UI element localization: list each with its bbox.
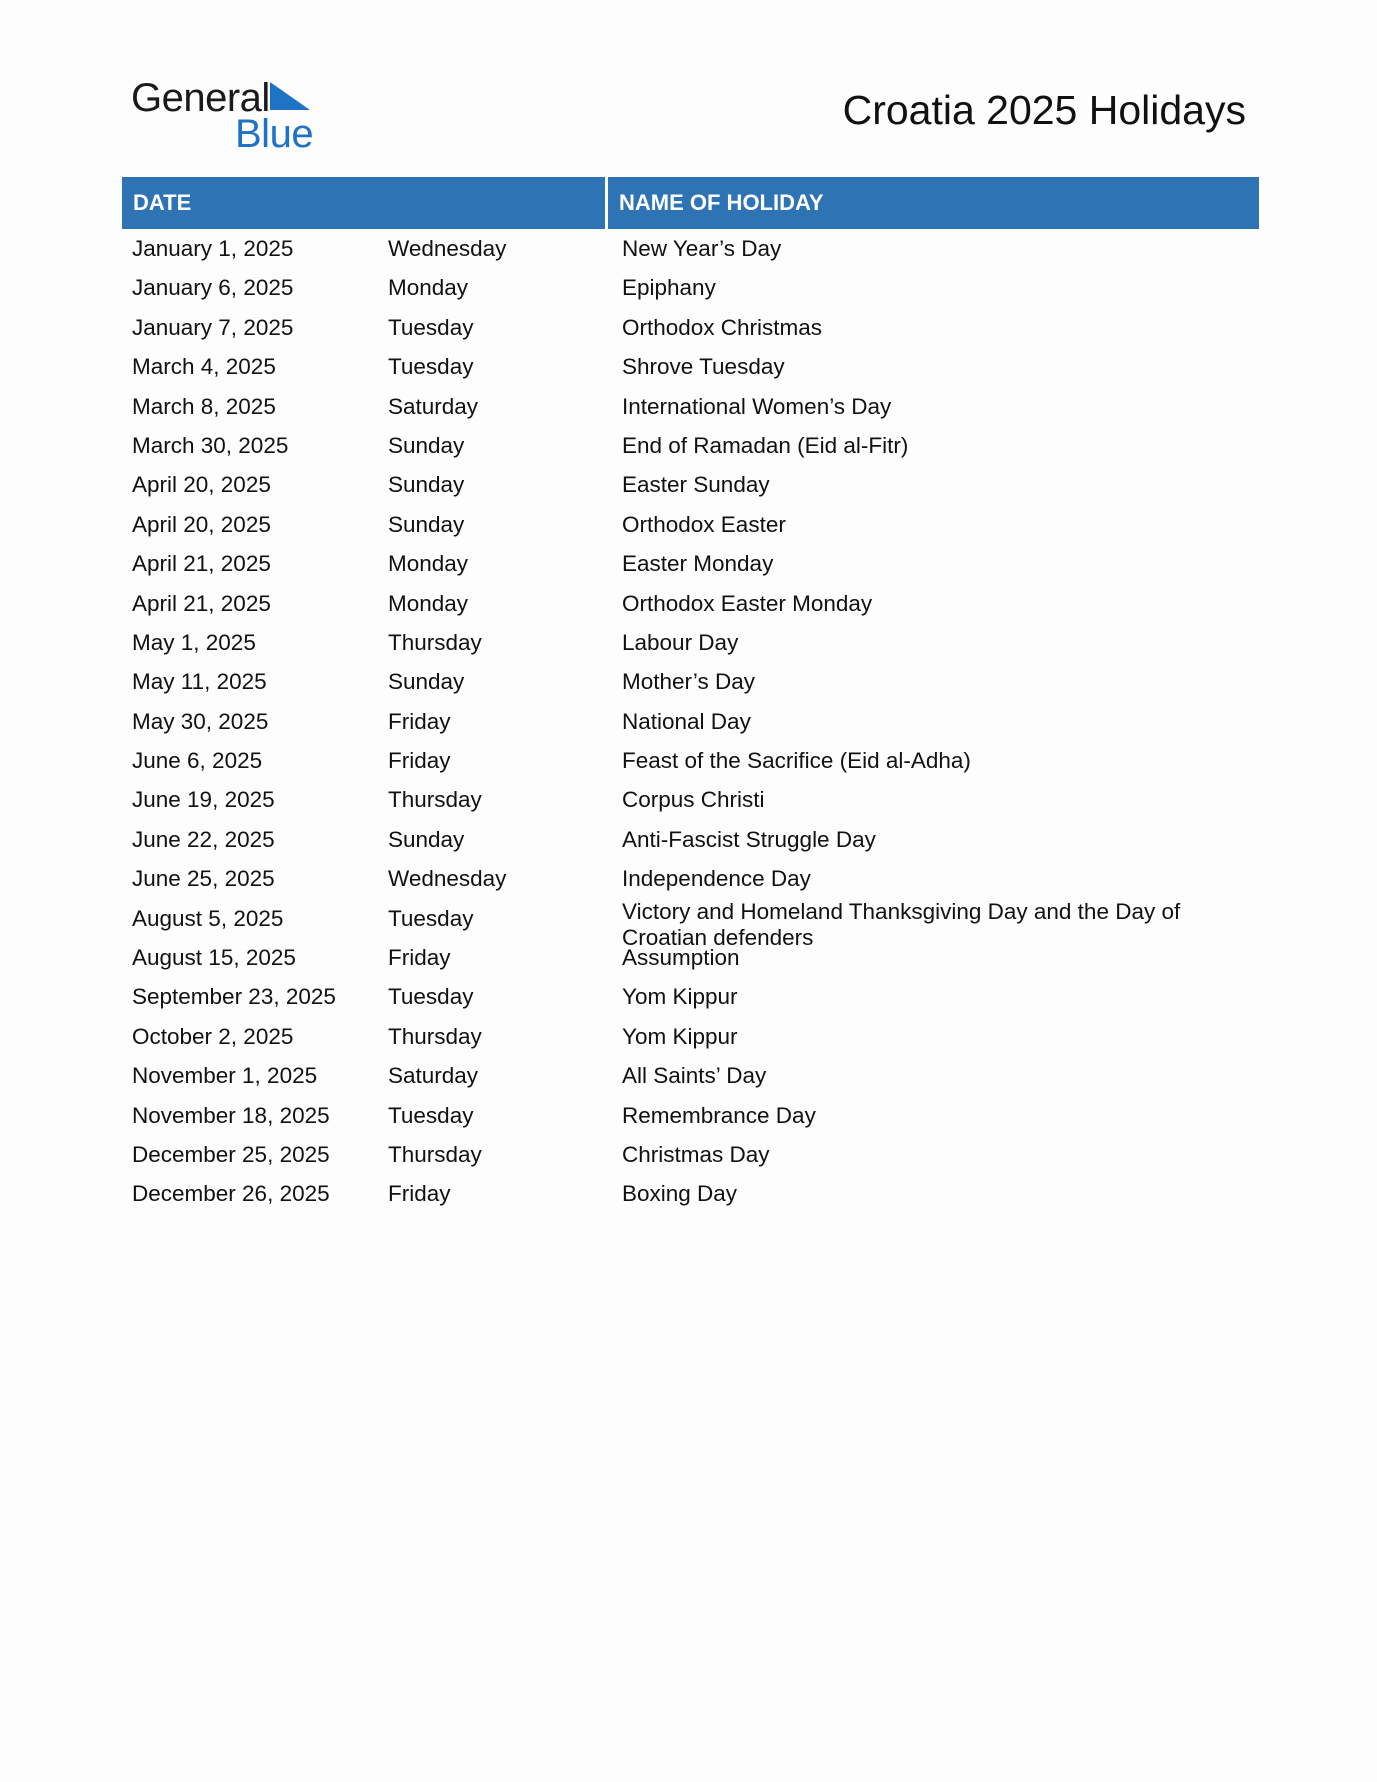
holiday-name-cell: All Saints’ Day (622, 1063, 767, 1089)
weekday-cell: Sunday (388, 826, 465, 852)
table-row (122, 347, 1259, 386)
holiday-name-cell: Christmas Day (622, 1141, 770, 1167)
weekday-cell: Monday (388, 275, 469, 301)
table-row (122, 898, 1259, 950)
holiday-name-cell: Mother’s Day (622, 669, 755, 695)
date-cell: June 19, 2025 (132, 787, 275, 813)
table-row (122, 308, 1259, 347)
table-row (122, 702, 1259, 741)
holiday-name-cell: Epiphany (622, 275, 716, 301)
weekday-cell: Friday (388, 945, 451, 971)
weekday-cell: Friday (388, 708, 451, 734)
table-row (122, 623, 1259, 662)
weekday-cell: Sunday (388, 511, 465, 537)
date-cell: June 22, 2025 (132, 826, 275, 852)
holiday-name-cell: International Women’s Day (622, 393, 892, 419)
date-cell: September 23, 2025 (132, 984, 336, 1010)
holiday-name-cell: Easter Monday (622, 551, 774, 577)
holiday-name-cell: Independence Day (622, 866, 811, 892)
table-row (122, 268, 1259, 307)
table-row (122, 859, 1259, 898)
weekday-cell: Sunday (388, 432, 465, 458)
holiday-name-cell: Shrove Tuesday (622, 354, 785, 380)
holiday-name-cell: Orthodox Easter Monday (622, 590, 873, 616)
holiday-name-cell: Boxing Day (622, 1181, 738, 1207)
weekday-cell: Friday (388, 748, 451, 774)
table-row (122, 1056, 1259, 1095)
holiday-name-cell: National Day (622, 708, 751, 734)
holiday-name-cell: Anti-Fascist Struggle Day (622, 826, 876, 852)
weekday-cell: Thursday (388, 629, 482, 655)
holiday-name-cell: Yom Kippur (622, 1023, 738, 1049)
table-row (122, 938, 1259, 977)
table-row (122, 1017, 1259, 1056)
table-row (122, 465, 1259, 504)
column-header-date: DATE (122, 177, 608, 229)
weekday-cell: Saturday (388, 1063, 479, 1089)
weekday-cell: Wednesday (388, 866, 507, 892)
page-title: Croatia 2025 Holidays (842, 87, 1246, 133)
table-row (122, 1135, 1259, 1174)
weekday-cell: Saturday (388, 393, 479, 419)
logo-text-blue: Blue (235, 112, 314, 156)
weekday-cell: Tuesday (388, 314, 474, 340)
date-cell: November 1, 2025 (132, 1063, 318, 1089)
date-cell: June 25, 2025 (132, 866, 275, 892)
date-cell: March 4, 2025 (132, 354, 276, 380)
holiday-name-cell: Easter Sunday (622, 472, 770, 498)
logo (131, 76, 331, 156)
weekday-cell: Sunday (388, 669, 465, 695)
holiday-name-cell: Labour Day (622, 629, 739, 655)
date-cell: April 21, 2025 (132, 590, 271, 616)
table-row (122, 387, 1259, 426)
table-row (122, 780, 1259, 819)
table-row (122, 741, 1259, 780)
logo-text-general: General (131, 76, 270, 120)
weekday-cell: Tuesday (388, 984, 474, 1010)
date-cell: January 7, 2025 (132, 314, 294, 340)
date-cell: March 30, 2025 (132, 432, 289, 458)
weekday-cell: Sunday (388, 472, 465, 498)
weekday-cell: Wednesday (388, 236, 507, 261)
holiday-name-cell: Orthodox Easter (622, 511, 786, 537)
table-row (122, 1096, 1259, 1135)
date-cell: April 20, 2025 (132, 511, 271, 537)
weekday-cell: Thursday (388, 787, 482, 813)
date-cell: October 2, 2025 (132, 1023, 294, 1049)
holiday-name-cell: Remembrance Day (622, 1102, 816, 1128)
triangle-flag-icon (270, 82, 310, 110)
weekday-cell: Thursday (388, 1023, 482, 1049)
date-cell: August 15, 2025 (132, 945, 296, 971)
table-row (122, 544, 1259, 583)
table-row (122, 505, 1259, 544)
table-body (122, 229, 1259, 1214)
holiday-name-cell: Assumption (622, 945, 740, 971)
date-cell: May 1, 2025 (132, 629, 256, 655)
holiday-name-cell: New Year’s Day (622, 236, 782, 261)
holiday-name-cell: Feast of the Sacrifice (Eid al-Adha) (622, 748, 971, 774)
date-cell: March 8, 2025 (132, 393, 276, 419)
table-row (122, 229, 1259, 268)
table-header (122, 177, 1259, 229)
date-cell: November 18, 2025 (132, 1102, 330, 1128)
weekday-cell: Tuesday (388, 354, 474, 380)
holiday-name-cell: Orthodox Christmas (622, 314, 823, 340)
weekday-cell: Friday (388, 1181, 451, 1207)
weekday-cell: Thursday (388, 1141, 482, 1167)
table-row (122, 1174, 1259, 1213)
holiday-name-cell: Yom Kippur (622, 984, 738, 1010)
table-row (122, 820, 1259, 859)
date-cell: May 11, 2025 (132, 669, 267, 695)
date-cell: December 25, 2025 (132, 1141, 330, 1167)
weekday-cell: Monday (388, 590, 469, 616)
holiday-table (122, 177, 1259, 1214)
weekday-cell: Tuesday (388, 905, 474, 931)
date-cell: August 5, 2025 (132, 905, 284, 931)
holiday-name-cell: Victory and Homeland Thanksgiving Day and the Day of Croatian defenders (622, 898, 1181, 950)
table-row (122, 426, 1259, 465)
date-cell: May 30, 2025 (132, 708, 269, 734)
table-row (122, 977, 1259, 1016)
table-row (122, 662, 1259, 701)
column-header-holiday-name: NAME OF HOLIDAY (608, 177, 1259, 229)
date-cell: April 21, 2025 (132, 551, 271, 577)
weekday-cell: Monday (388, 551, 469, 577)
holiday-name-cell: End of Ramadan (Eid al-Fitr) (622, 432, 909, 458)
date-cell: June 6, 2025 (132, 748, 263, 774)
date-cell: January 6, 2025 (132, 275, 294, 301)
date-cell: January 1, 2025 (132, 236, 294, 261)
holiday-name-cell: Corpus Christi (622, 787, 765, 813)
weekday-cell: Tuesday (388, 1102, 474, 1128)
date-cell: December 26, 2025 (132, 1181, 330, 1207)
table-row (122, 584, 1259, 623)
date-cell: April 20, 2025 (132, 472, 271, 498)
